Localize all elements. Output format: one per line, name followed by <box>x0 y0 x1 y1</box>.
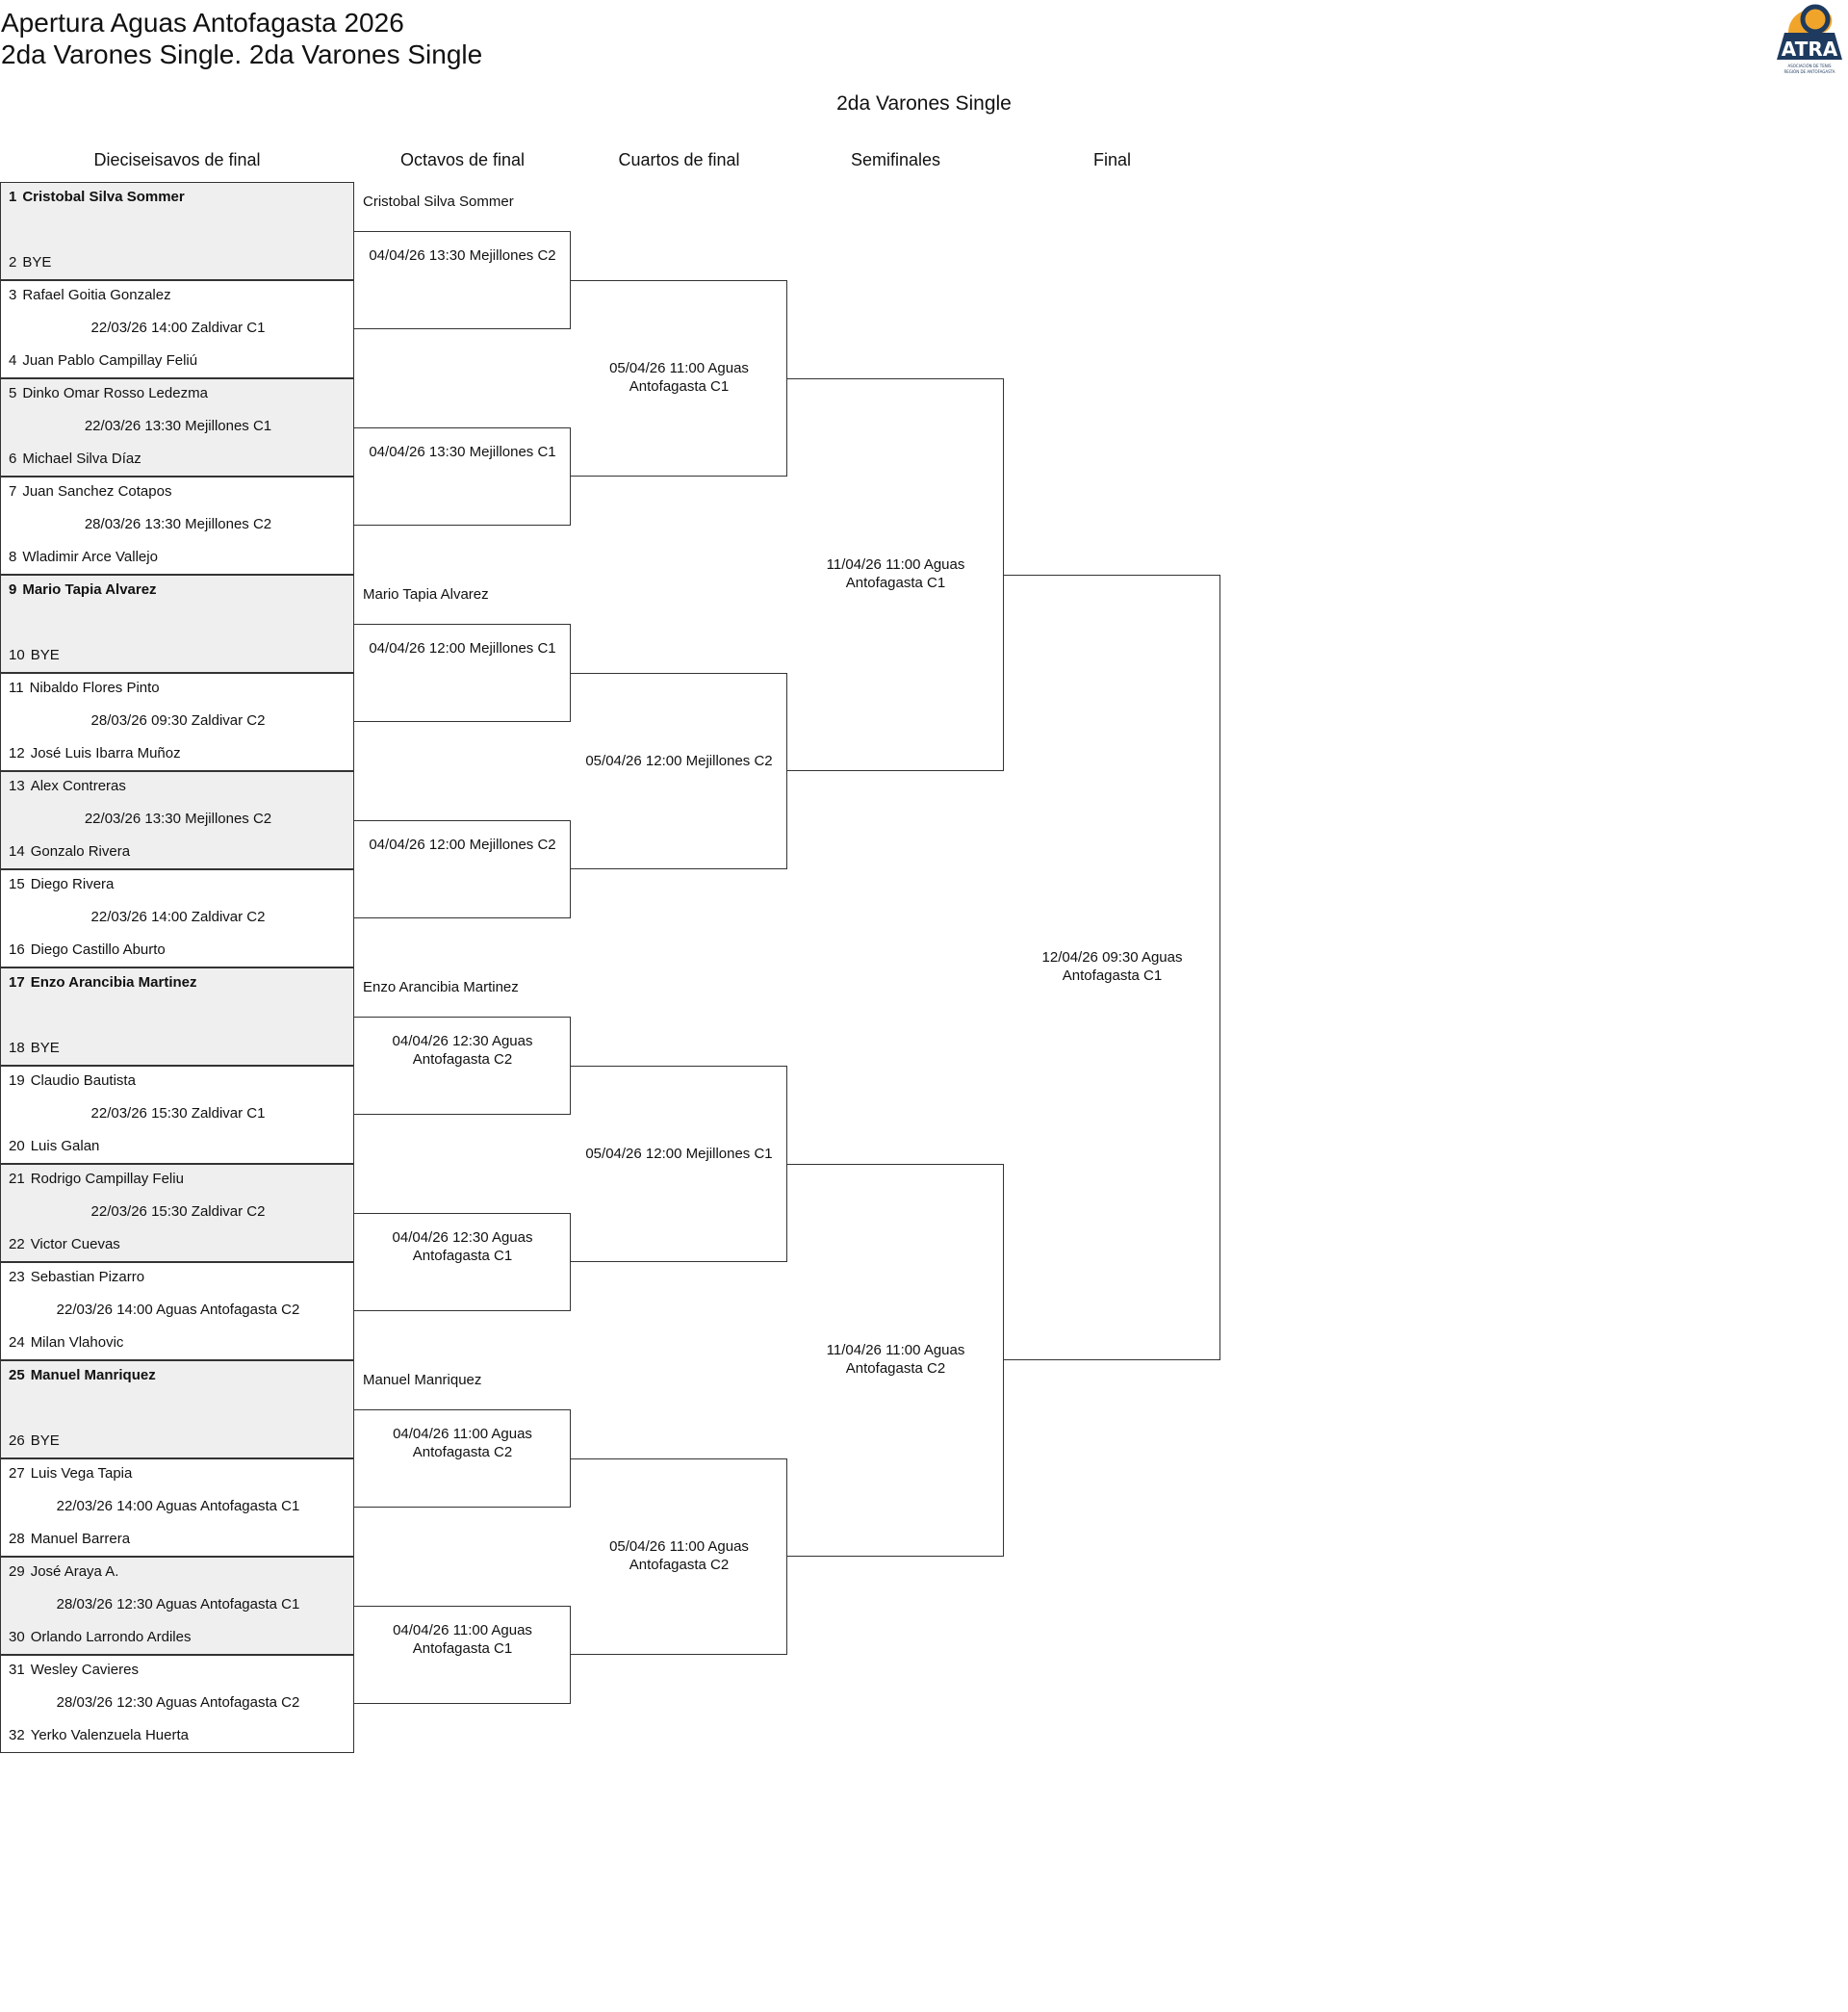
seed-number: 24 <box>9 1334 25 1351</box>
player-name: Enzo Arancibia Martinez <box>30 974 197 991</box>
first-round-match <box>0 1164 354 1262</box>
match-schedule: 22/03/26 15:30 Zaldivar C2 <box>90 1203 266 1220</box>
match-schedule: 22/03/26 14:00 Zaldivar C1 <box>90 320 266 336</box>
seed-number: 18 <box>9 1040 25 1056</box>
match-schedule: 04/04/26 11:00 Aguas Antofagasta C1 <box>393 1622 532 1657</box>
match-schedule: 05/04/26 11:00 Aguas Antofagasta C1 <box>609 360 749 395</box>
player-name: Mario Tapia Alvarez <box>22 581 157 598</box>
player-top <box>9 1269 144 1286</box>
player-top <box>9 1662 139 1679</box>
seed-number: 20 <box>9 1138 25 1154</box>
seed-number: 14 <box>9 843 25 860</box>
player-name: Yerko Valenzuela Huerta <box>30 1727 189 1743</box>
player-bottom <box>9 843 130 861</box>
seed-number: 32 <box>9 1727 25 1743</box>
seed-number: 8 <box>9 549 17 565</box>
seed-number: 5 <box>9 385 17 401</box>
player-top <box>9 189 185 206</box>
bracket-match-r3 <box>571 1066 787 1262</box>
player-top <box>9 1072 136 1090</box>
player-name: Rodrigo Campillay Feliu <box>30 1171 184 1187</box>
player-bottom <box>9 1334 123 1352</box>
seed-number: 6 <box>9 451 17 467</box>
player-name: BYE <box>30 1432 60 1449</box>
round-header-5: Final <box>1092 150 1131 169</box>
round-header-2: Octavos de final <box>399 150 526 169</box>
player-name: BYE <box>30 1040 60 1056</box>
player-name: José Araya A. <box>30 1563 119 1580</box>
match-schedule: 04/04/26 13:30 Mejillones C2 <box>369 247 556 264</box>
player-name: Luis Vega Tapia <box>30 1465 133 1482</box>
seed-number: 29 <box>9 1563 25 1580</box>
player-top <box>9 1171 184 1188</box>
player-name: Manuel Manriquez <box>30 1367 156 1383</box>
player-top <box>9 1563 118 1581</box>
first-round-match <box>0 1360 354 1458</box>
first-round-match <box>0 477 354 575</box>
player-name: Manuel Barrera <box>30 1531 131 1547</box>
player-top <box>9 581 157 599</box>
player-bottom <box>9 1432 60 1450</box>
first-round-match <box>0 182 354 280</box>
player-top <box>9 778 126 795</box>
seed-number: 27 <box>9 1465 25 1482</box>
first-round-match <box>0 1262 354 1360</box>
player-name: Diego Castillo Aburto <box>30 942 166 958</box>
match-schedule: 22/03/26 14:00 Aguas Antofagasta C2 <box>56 1302 300 1318</box>
player-name: Wladimir Arce Vallejo <box>22 549 158 565</box>
player-name: Sebastian Pizarro <box>30 1269 145 1285</box>
first-round-match <box>0 575 354 673</box>
seed-number: 2 <box>9 254 17 271</box>
match-schedule: 04/04/26 12:30 Aguas Antofagasta C1 <box>392 1229 533 1264</box>
seed-number: 22 <box>9 1236 25 1252</box>
match-schedule: 05/04/26 12:00 Mejillones C2 <box>585 753 773 769</box>
player-top <box>9 974 197 992</box>
player-name: Wesley Cavieres <box>30 1662 139 1678</box>
player-name: Milan Vlahovic <box>30 1334 124 1351</box>
player-bottom <box>9 1727 189 1744</box>
first-round-match <box>0 1655 354 1753</box>
player-name: Luis Galan <box>30 1138 100 1154</box>
round-header-3: Cuartos de final <box>618 150 740 169</box>
advanced-player: Mario Tapia Alvarez <box>363 586 489 603</box>
seed-number: 31 <box>9 1662 25 1678</box>
match-schedule: 11/04/26 11:00 Aguas Antofagasta C1 <box>826 556 965 591</box>
match-schedule: 22/03/26 14:00 Zaldivar C2 <box>90 909 266 925</box>
player-name: Michael Silva Díaz <box>22 451 141 467</box>
match-schedule: 22/03/26 14:00 Aguas Antofagasta C1 <box>56 1498 300 1514</box>
seed-number: 19 <box>9 1072 25 1089</box>
match-schedule: 04/04/26 12:00 Mejillones C2 <box>369 837 556 853</box>
advanced-player: Cristobal Silva Sommer <box>363 193 514 210</box>
first-round-match <box>0 378 354 477</box>
seed-number: 9 <box>9 581 17 598</box>
player-top <box>9 1465 132 1483</box>
first-round-match <box>0 1066 354 1164</box>
player-name: Dinko Omar Rosso Ledezma <box>22 385 208 401</box>
match-schedule: 22/03/26 13:30 Mejillones C2 <box>84 811 272 827</box>
seed-number: 28 <box>9 1531 25 1547</box>
svg-text:REGIÓN DE ANTOFAGASTA: REGIÓN DE ANTOFAGASTA <box>1784 69 1835 74</box>
player-top <box>9 483 171 501</box>
first-round-match <box>0 280 354 378</box>
seed-number: 23 <box>9 1269 25 1285</box>
first-round-match <box>0 967 354 1066</box>
seed-number: 3 <box>9 287 17 303</box>
advanced-player: Manuel Manriquez <box>363 1372 482 1388</box>
player-name: Claudio Bautista <box>30 1072 136 1089</box>
match-schedule: 28/03/26 12:30 Aguas Antofagasta C1 <box>56 1596 300 1612</box>
match-schedule: 22/03/26 15:30 Zaldivar C1 <box>90 1105 266 1122</box>
first-round-match <box>0 673 354 771</box>
match-schedule: 28/03/26 13:30 Mejillones C2 <box>84 516 272 532</box>
seed-number: 21 <box>9 1171 25 1187</box>
seed-number: 15 <box>9 876 25 892</box>
match-schedule: 04/04/26 12:00 Mejillones C1 <box>369 640 556 657</box>
seed-number: 25 <box>9 1367 25 1383</box>
player-name: BYE <box>30 647 60 663</box>
match-schedule: 04/04/26 11:00 Aguas Antofagasta C2 <box>393 1426 532 1460</box>
match-schedule: 04/04/26 12:30 Aguas Antofagasta C2 <box>392 1033 533 1068</box>
seed-number: 7 <box>9 483 17 500</box>
first-round-match <box>0 1458 354 1557</box>
player-name: Orlando Larrondo Ardiles <box>30 1629 192 1645</box>
player-top <box>9 385 208 402</box>
player-name: Juan Pablo Campillay Feliú <box>22 352 198 369</box>
player-bottom <box>9 549 158 566</box>
logo-text: ATRA <box>1781 38 1838 61</box>
player-bottom <box>9 1629 191 1646</box>
draw-title: 2da Varones Single <box>836 92 1012 115</box>
seed-number: 4 <box>9 352 17 369</box>
player-bottom <box>9 1531 130 1548</box>
match-schedule: 11/04/26 11:00 Aguas Antofagasta C2 <box>826 1342 965 1377</box>
player-name: Alex Contreras <box>30 778 126 794</box>
seed-number: 30 <box>9 1629 25 1645</box>
seed-number: 13 <box>9 778 25 794</box>
match-schedule: 28/03/26 09:30 Zaldivar C2 <box>90 712 266 729</box>
seed-number: 26 <box>9 1432 25 1449</box>
player-name: Victor Cuevas <box>30 1236 120 1252</box>
player-bottom <box>9 647 60 664</box>
category-subtitle: 2da Varones Single. 2da Varones Single <box>1 39 483 69</box>
first-round-match <box>0 771 354 869</box>
player-name: Rafael Goitia Gonzalez <box>22 287 171 303</box>
player-name: Nibaldo Flores Pinto <box>29 680 160 696</box>
player-name: Cristobal Silva Sommer <box>22 189 185 205</box>
player-name: Gonzalo Rivera <box>30 843 131 860</box>
player-top <box>9 876 114 893</box>
round-header-4: Semifinales <box>850 150 941 169</box>
player-name: José Luis Ibarra Muñoz <box>30 745 181 761</box>
player-bottom <box>9 745 181 762</box>
player-name: BYE <box>22 254 52 271</box>
player-bottom <box>9 254 51 271</box>
tournament-title: Apertura Aguas Antofagasta 2026 <box>1 8 404 38</box>
first-round-match <box>0 869 354 967</box>
player-name: Diego Rivera <box>30 876 115 892</box>
seed-number: 11 <box>9 680 24 696</box>
match-schedule: 05/04/26 11:00 Aguas Antofagasta C2 <box>609 1538 749 1573</box>
bracket-match-r3 <box>571 673 787 869</box>
player-name: Juan Sanchez Cotapos <box>22 483 172 500</box>
round-header-1: Dieciseisavos de final <box>93 150 261 169</box>
player-bottom <box>9 942 166 959</box>
player-bottom <box>9 1138 99 1155</box>
seed-number: 1 <box>9 189 17 205</box>
player-top <box>9 1367 156 1384</box>
seed-number: 10 <box>9 647 25 663</box>
player-bottom <box>9 352 197 370</box>
player-bottom <box>9 1040 60 1057</box>
player-bottom <box>9 1236 120 1253</box>
seed-number: 16 <box>9 942 25 958</box>
match-schedule: 05/04/26 12:00 Mejillones C1 <box>585 1146 773 1162</box>
atra-logo <box>1771 0 1848 81</box>
seed-number: 12 <box>9 745 25 761</box>
first-round-match <box>0 1557 354 1655</box>
match-schedule: 28/03/26 12:30 Aguas Antofagasta C2 <box>56 1694 300 1711</box>
match-schedule: 04/04/26 13:30 Mejillones C1 <box>369 444 556 460</box>
player-bottom <box>9 451 141 468</box>
seed-number: 17 <box>9 974 25 991</box>
advanced-player: Enzo Arancibia Martinez <box>363 979 519 995</box>
player-top <box>9 287 171 304</box>
player-top <box>9 680 160 697</box>
svg-text:ASOCIACIÓN DE TENIS: ASOCIACIÓN DE TENIS <box>1787 64 1832 68</box>
match-schedule: 22/03/26 13:30 Mejillones C1 <box>84 418 272 434</box>
match-schedule: 12/04/26 09:30 Aguas Antofagasta C1 <box>1041 949 1183 984</box>
